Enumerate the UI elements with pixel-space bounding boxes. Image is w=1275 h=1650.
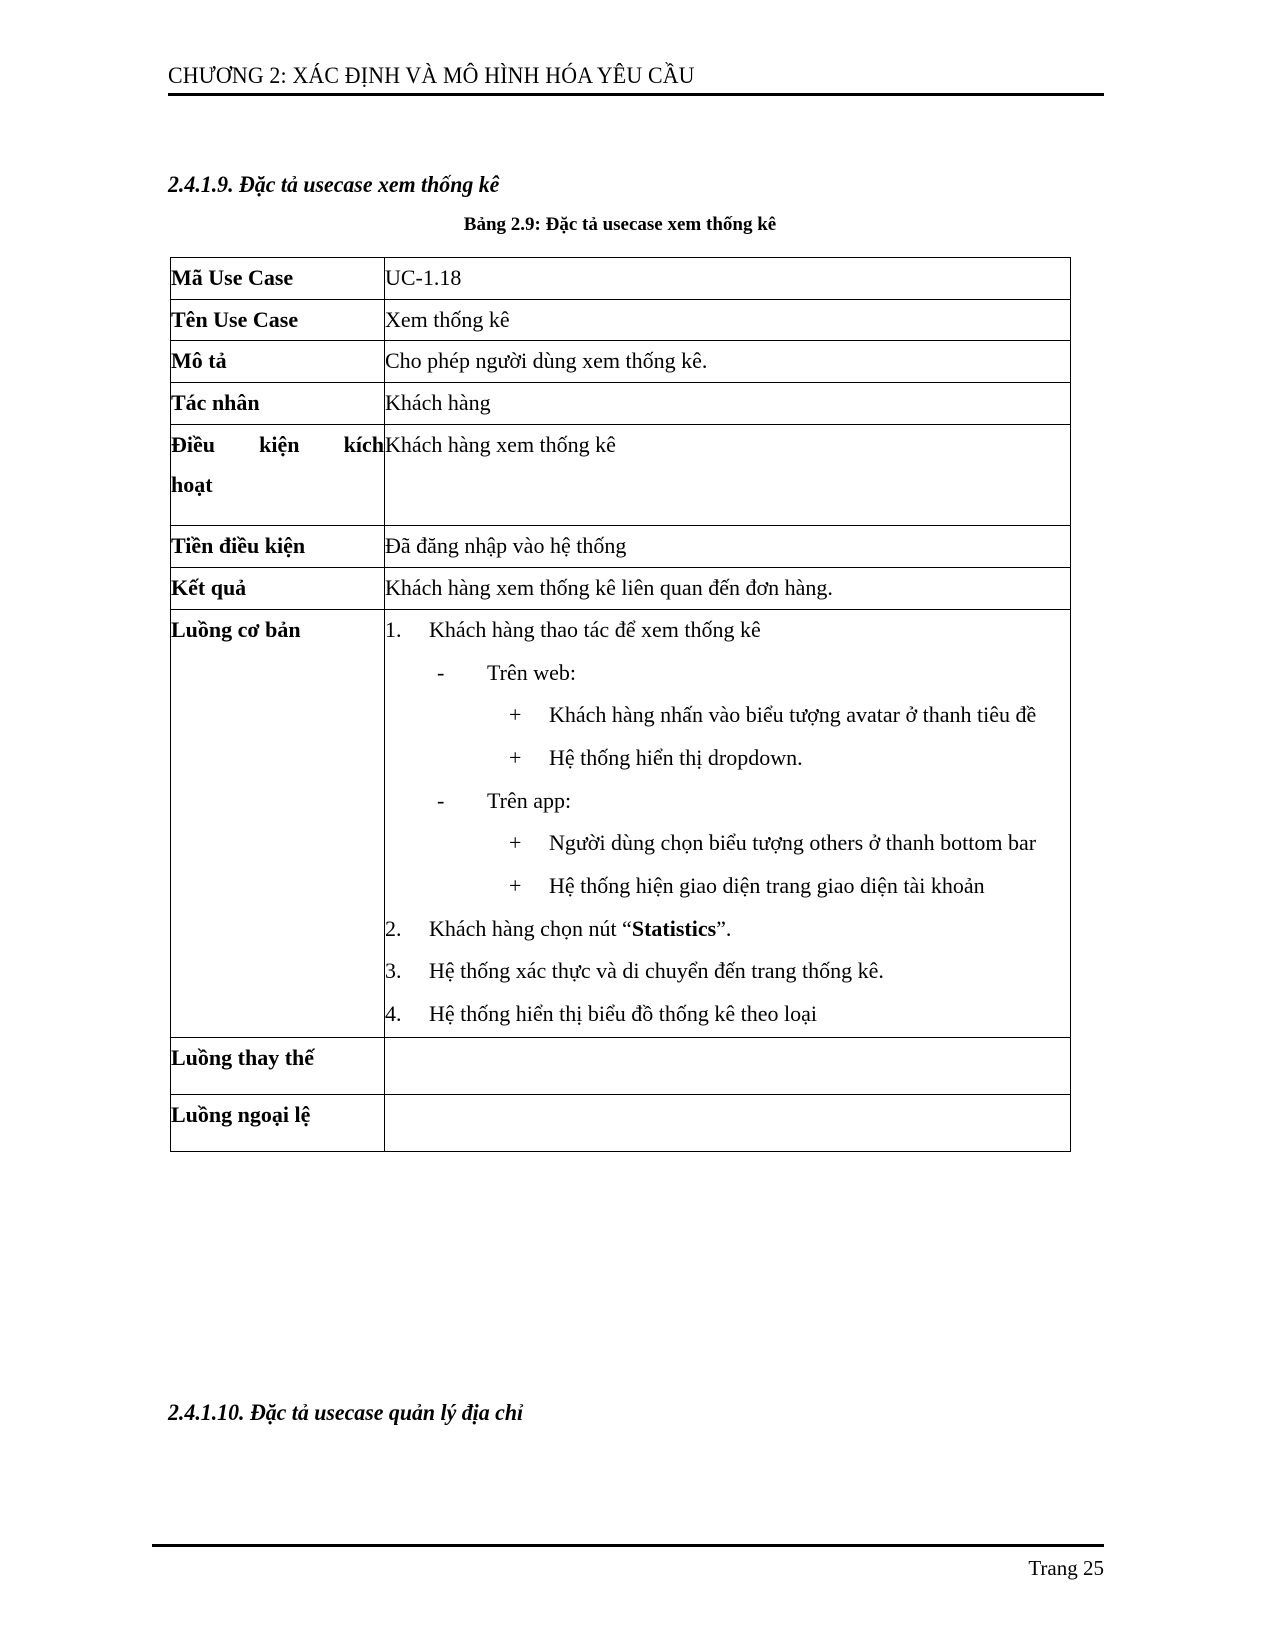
next-section-heading: 2.4.1.10. Đặc tả usecase quản lý địa chỉ (168, 1400, 524, 1425)
flow-sub-web-item-2-marker: + (509, 744, 522, 770)
row-value-ten-use-case: Xem thống kê (385, 299, 1071, 341)
flow-sub-web-item-1 (487, 695, 1070, 736)
flow-sub-app-items (487, 823, 1070, 906)
row-label-luong-ngoai-le: Luồng ngoại lệ (171, 1094, 385, 1151)
row-label-ten-use-case: Tên Use Case (171, 299, 385, 341)
row-label-mo-ta: Mô tả (171, 341, 385, 383)
row-label-ma-use-case: Mã Use Case (171, 258, 385, 300)
table-row (171, 609, 1071, 1037)
row-label-tien-dieu-kien: Tiền điều kiện (171, 526, 385, 568)
row-label-luong-thay-the: Luồng thay thế (171, 1037, 385, 1094)
row-value-tien-dieu-kien: Đã đăng nhập vào hệ thống (385, 526, 1071, 568)
flow-sub-app-item-2-marker: + (509, 872, 522, 898)
flow-step-2-prefix: Khách hàng chọn nút “ (429, 915, 632, 941)
flow-step-1 (385, 610, 1070, 907)
flow-sub-web-item-1-text: Khách hàng nhấn vào biểu tượng avatar ở thanh tiêu đề (549, 702, 1037, 728)
flow-sub-web-item-1-marker: + (509, 702, 522, 728)
table-row (171, 383, 1071, 425)
section-heading: 2.4.1.9. Đặc tả usecase xem thống kê (168, 172, 500, 197)
flow-sub-web-item-2 (487, 738, 1070, 779)
footer-divider (152, 1544, 1104, 1547)
flow-step-1-sublist (429, 653, 1070, 907)
running-title: CHƯƠNG 2: XÁC ĐỊNH VÀ MÔ HÌNH HÓA YÊU CẦU (168, 63, 695, 89)
row-value-tac-nhan: Khách hàng (385, 383, 1071, 425)
table-row (171, 299, 1071, 341)
flow-sub-app-item-2-text: Hệ thống hiện giao diện trang giao diện tài khoản (549, 872, 985, 898)
row-value-mo-ta: Cho phép người dùng xem thống kê. (385, 341, 1071, 383)
flow-step-3-text: Hệ thống xác thực và di chuyển đến trang thống kê. (429, 958, 884, 984)
header-divider (168, 93, 1104, 96)
table-row (171, 1094, 1071, 1151)
row-value-luong-co-ban (385, 609, 1071, 1037)
flow-step-2-bold-term: Statistics (631, 915, 717, 941)
flow-step-2-suffix: ”. (716, 915, 732, 941)
flow-sub-web-item-2-text: Hệ thống hiển thị dropdown. (549, 744, 803, 770)
flow-step-3-marker: 3. (385, 958, 402, 984)
flow-step-2-marker: 2. (385, 915, 402, 941)
flow-step-4-text: Hệ thống hiển thị biểu đồ thống kê theo loại (429, 1001, 817, 1026)
flow-step-1-text: Khách hàng thao tác để xem thống kê (429, 616, 761, 642)
row-value-luong-thay-the (385, 1037, 1071, 1094)
flow-step-2 (385, 909, 1070, 950)
row-label-line-1: Điều kiện kích (171, 431, 384, 457)
row-value-ma-use-case: UC-1.18 (385, 258, 1071, 300)
table-row (171, 341, 1071, 383)
flow-sub-web-text: Trên web: (487, 659, 577, 685)
row-value-luong-ngoai-le (385, 1094, 1071, 1151)
flow-sub-web-items (487, 695, 1070, 778)
row-value-dieu-kien-kich-hoat: Khách hàng xem thống kê (385, 424, 1071, 526)
flow-sub-web-marker: - (437, 659, 445, 685)
table-row (171, 424, 1071, 526)
row-label-line-2: hoạt (171, 472, 213, 498)
row-label-tac-nhan: Tác nhân (171, 383, 385, 425)
table-caption: Bảng 2.9: Đặc tả usecase xem thống kê (463, 214, 777, 235)
flow-sub-web (429, 653, 1070, 779)
table-row (171, 526, 1071, 568)
page-number: Trang 25 (1028, 1556, 1104, 1580)
flow-sub-app (429, 781, 1070, 907)
flow-step-4-marker: 4. (385, 1001, 402, 1026)
flow-step-4 (385, 994, 1070, 1035)
row-label-dieu-kien-kich-hoat (171, 424, 385, 526)
row-value-ket-qua: Khách hàng xem thống kê liên quan đến đơn hàng. (385, 568, 1071, 610)
page-header (168, 62, 1104, 96)
table-row (171, 258, 1071, 300)
flow-sub-app-item-1-text: Người dùng chọn biểu tượng others ở thanh bottom bar (549, 830, 1037, 856)
table-row (171, 1037, 1071, 1094)
flow-step-3 (385, 951, 1070, 992)
row-label-ket-qua: Kết quả (171, 568, 385, 610)
flow-sub-app-marker: - (437, 787, 445, 813)
flow-sub-app-item-1 (487, 823, 1070, 864)
flow-sub-app-item-2 (487, 866, 1070, 907)
flow-step-1-marker: 1. (385, 616, 402, 642)
flow-sub-app-item-1-marker: + (509, 830, 522, 856)
basic-flow-list (385, 610, 1070, 1035)
row-label-luong-co-ban: Luồng cơ bản (171, 609, 385, 1037)
table-row (171, 568, 1071, 610)
usecase-spec-table (170, 257, 1071, 1152)
flow-sub-app-text: Trên app: (487, 787, 572, 813)
